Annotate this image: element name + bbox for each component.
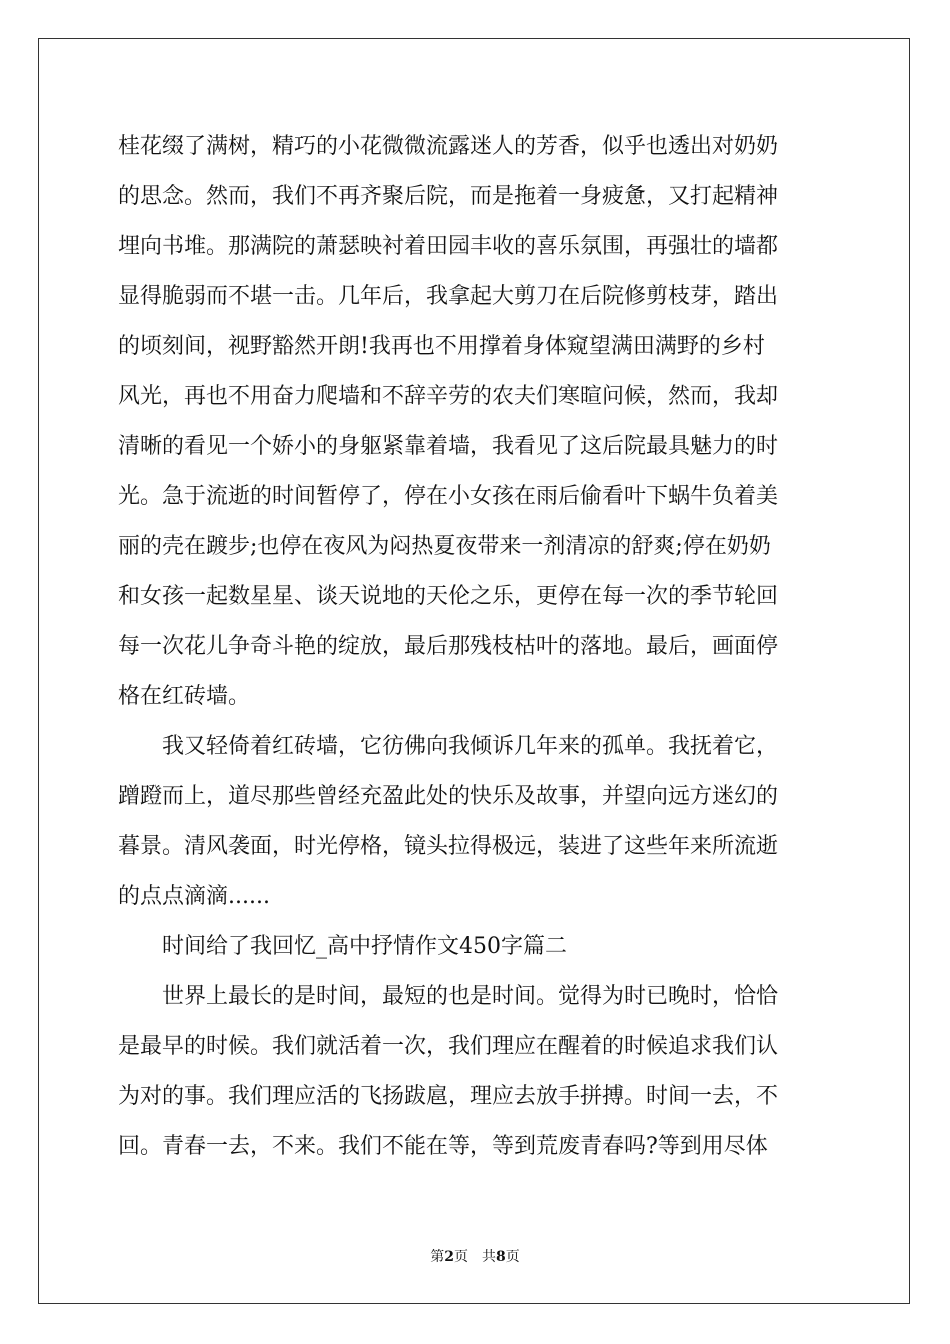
text-line: 埋向书堆。那满院的萧瑟映衬着田园丰收的喜乐氛围，再强壮的墙都 [118,234,779,259]
text-line: 格在红砖墙。 [118,684,251,709]
footer-middle: 页 共 [454,1249,496,1265]
text-line: 显得脆弱而不堪一击。几年后，我拿起大剪刀在后院修剪枝芽，踏出 [118,284,779,309]
text-line: 桂花缀了满树，精巧的小花微微流露迷人的芳香，似乎也透出对奶奶 [118,134,779,159]
text-line: 的顷刻间，视野豁然开朗!我再也不用撑着身体窥望满田满野的乡村 [118,334,765,359]
text-line: 光。急于流逝的时间暂停了，停在小女孩在雨后偷看叶下蜗牛负着美 [118,484,779,509]
page-footer [0,1246,950,1266]
text-line: 蹭蹬而上，道尽那些曾经充盈此处的快乐及故事，并望向远方迷幻的 [118,784,779,809]
text-line: 时间给了我回忆_高中抒情作文450字篇二 [118,934,567,959]
text-line: 暮景。清风袭面，时光停格，镜头拉得极远，装进了这些年来所流逝 [118,834,779,859]
text-line: 风光，再也不用奋力爬墙和不辞辛劳的农夫们寒暄问候，然而，我却 [118,384,779,409]
document-body [118,125,834,1175]
footer-suffix: 页 [505,1249,520,1265]
text-line: 回。青春一去，不来。我们不能在等，等到荒废青春吗?等到用尽体 [118,1134,768,1159]
text-line: 的思念。然而，我们不再齐聚后院，而是拖着一身疲惫，又打起精神 [118,184,779,209]
text-line: 的点点滴滴...... [118,884,270,909]
text-line: 是最早的时候。我们就活着一次，我们理应在醒着的时候追求我们认 [118,1034,779,1059]
text-line: 为对的事。我们理应活的飞扬跋扈，理应去放手拼搏。时间一去，不 [118,1084,779,1109]
total-page-number: 8 [496,1249,506,1265]
text-line: 我又轻倚着红砖墙，它彷佛向我倾诉几年来的孤单。我抚着它， [118,734,779,759]
current-page-number: 2 [444,1249,454,1265]
text-line: 丽的壳在踱步;也停在夜风为闷热夏夜带来一剂清凉的舒爽;停在奶奶 [118,534,771,559]
text-line: 世界上最长的是时间，最短的也是时间。觉得为时已晚时，恰恰 [118,984,779,1009]
text-line: 清晰的看见一个娇小的身躯紧靠着墙，我看见了这后院最具魅力的时 [118,434,779,459]
text-line: 每一次花儿争奇斗艳的绽放，最后那残枝枯叶的落地。最后，画面停 [118,634,779,659]
footer-prefix: 第 [430,1249,445,1265]
text-line: 和女孩一起数星星、谈天说地的天伦之乐，更停在每一次的季节轮回 [118,584,779,609]
